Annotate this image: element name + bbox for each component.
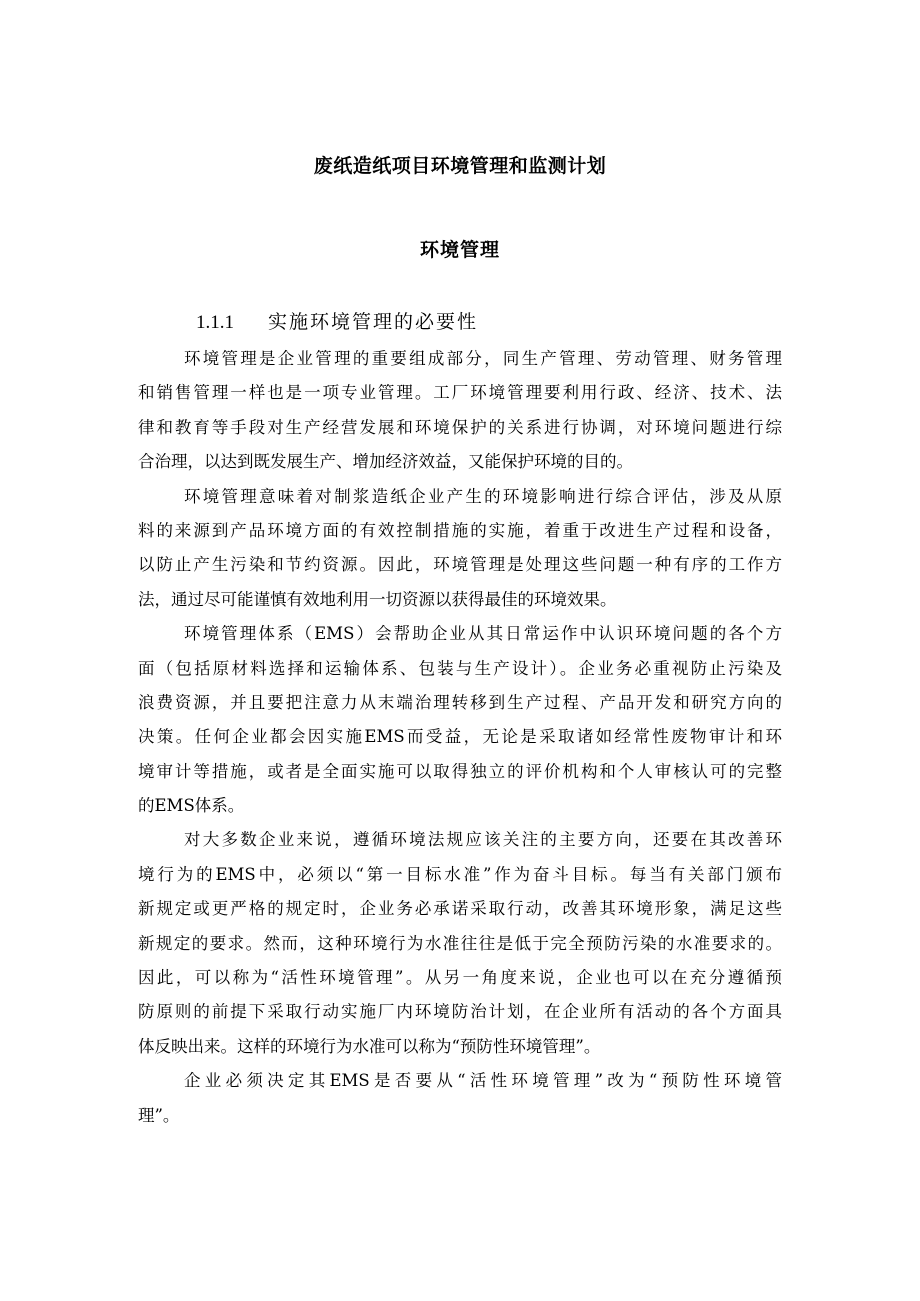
paragraph-2 [138, 480, 782, 618]
text-line: 境行为的EMS中，必须以“第一目标水准”作为奋斗目标。每当有关部门颁布 [138, 864, 782, 884]
text-line: 体反映出来。这样的环境行为水准可以称为“预防性环境管理”。 [138, 1036, 601, 1056]
text-line: 理”。 [138, 1105, 180, 1125]
text-line: 环境管理意味着对制浆造纸企业产生的环境影响进行综合评估，涉及从原 [184, 486, 782, 506]
text-line: 防原则的前提下采取行动实施厂内环境防治计划，在企业所有活动的各个方面具 [138, 1002, 782, 1022]
text-line: 律和教育等手段对生产经营发展和环境保护的关系进行协调，对环境问题进行综 [138, 417, 782, 437]
text-line: 的EMS体系。 [138, 796, 245, 816]
text-line: 对大多数企业来说，遵循环境法规应该关注的主要方向，还要在其改善环 [184, 830, 782, 850]
document-title: 废纸造纸项目环境管理和监测计划 [313, 155, 607, 177]
text-line: 面（包括原材料选择和运输体系、包装与生产设计）。企业务必重视防止污染及 [138, 658, 782, 678]
paragraph-4 [138, 823, 782, 1064]
text-line: 新规定的要求。然而，这种环境行为水准往往是低于完全预防污染的水准要求的。 [138, 933, 782, 953]
text-line: 合治理，以达到既发展生产、增加经济效益，又能保护环境的目的。 [138, 452, 633, 472]
text-line: 环境管理体系（EMS）会帮助企业从其日常运作中认识环境问题的各个方 [184, 624, 782, 644]
paragraph-1 [138, 342, 782, 480]
subsection-number: 1.1.1 [196, 312, 234, 333]
text-line: 料的来源到产品环境方面的有效控制措施的实施，着重于改进生产过程和设备， [138, 520, 782, 540]
text-line: 和销售管理一样也是一项专业管理。工厂环境管理要利用行政、经济、技术、法 [138, 383, 782, 403]
subsection-title: 实施环境管理的必要性 [268, 311, 479, 333]
text-line: 法，通过尽可能谨慎有效地利用一切资源以获得最佳的环境效果。 [138, 589, 617, 609]
body-text [138, 342, 782, 1133]
text-line: 决策。任何企业都会因实施EMS而受益，无论是采取诸如经常性废物审计和环 [138, 727, 782, 747]
text-line: 新规定或更严格的规定时，企业务必承诺采取行动，改善其环境形象，满足这些 [138, 899, 782, 919]
text-line: 因此，可以称为“活性环境管理”。从另一角度来说，企业也可以在充分遵循预 [138, 968, 782, 988]
text-line: 境审计等措施，或者是全面实施可以取得独立的评价机构和个人审核认可的完整 [138, 761, 782, 781]
section-title: 环境管理 [419, 239, 500, 261]
text-line: 以防止产生污染和节约资源。因此，环境管理是处理这些问题一种有序的工作方 [138, 555, 782, 575]
paragraph-3 [138, 617, 782, 823]
text-line: 浪费资源，并且要把注意力从末端治理转移到生产过程、产品开发和研究方向的 [138, 692, 782, 712]
text-line: 企业必须决定其EMS是否要从“活性环境管理”改为“预防性环境管 [184, 1071, 782, 1091]
text-line: 环境管理是企业管理的重要组成部分，同生产管理、劳动管理、财务管理 [184, 349, 782, 368]
subsection-heading [196, 308, 478, 337]
paragraph-5 [138, 1064, 782, 1133]
